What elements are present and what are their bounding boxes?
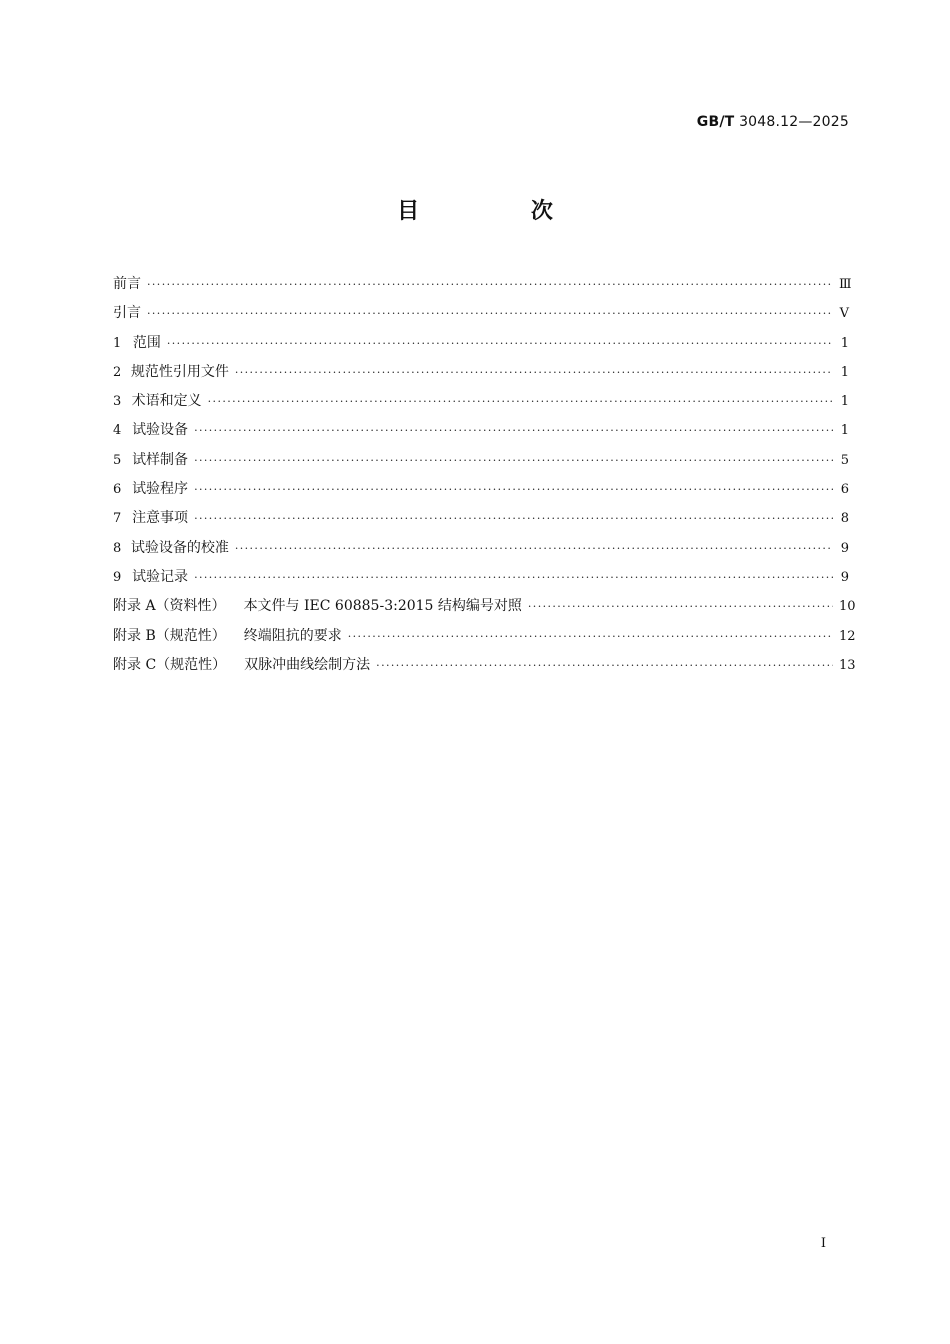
standard-prefix: GB/T bbox=[696, 114, 735, 130]
toc-entry-page: 1 bbox=[840, 364, 849, 380]
toc-entry[interactable] bbox=[113, 329, 849, 358]
toc-entry[interactable] bbox=[113, 446, 849, 475]
toc-entry-label: 规范性引用文件 bbox=[130, 363, 229, 380]
toc-entry-page: 8 bbox=[840, 511, 849, 527]
toc-entry-label: 终端阻抗的要求 bbox=[243, 627, 342, 644]
toc-entry-label: 试验记录 bbox=[132, 568, 189, 585]
toc-entry-label: 试样制备 bbox=[132, 451, 189, 468]
toc-entry[interactable] bbox=[113, 504, 849, 533]
toc-entry-number: 4 bbox=[113, 423, 122, 439]
toc-entry-number: 8 bbox=[113, 540, 122, 556]
toc-entry-label: 双脉冲曲线绘制方法 bbox=[244, 656, 371, 673]
toc-dot-leader bbox=[147, 299, 833, 328]
toc-entry-label: 试验设备 bbox=[132, 422, 189, 439]
toc-entry-page: 6 bbox=[840, 482, 849, 498]
toc-entry-number: 9 bbox=[113, 569, 122, 585]
toc-dot-leader bbox=[147, 270, 833, 299]
toc-dot-leader bbox=[194, 475, 833, 504]
toc-entry-label: 范围 bbox=[132, 334, 161, 351]
toc-entry-label: 试验程序 bbox=[132, 481, 189, 498]
toc-entry-annex-prefix: 附录 A（资料性） bbox=[113, 598, 226, 615]
table-of-contents bbox=[113, 270, 856, 680]
toc-entry-page: 1 bbox=[840, 394, 849, 410]
toc-entry-number: 5 bbox=[113, 452, 122, 468]
toc-entry[interactable] bbox=[113, 622, 856, 651]
toc-entry-label: 术语和定义 bbox=[131, 393, 202, 410]
toc-dot-leader bbox=[235, 358, 833, 387]
page-title: 目 次 bbox=[397, 199, 605, 224]
toc-entry[interactable] bbox=[113, 358, 849, 387]
toc-entry[interactable] bbox=[113, 475, 849, 504]
toc-entry-page: 5 bbox=[840, 452, 849, 468]
toc-entry-page: 13 bbox=[839, 657, 856, 673]
toc-entry-label: 前言 bbox=[113, 276, 141, 292]
toc-entry[interactable] bbox=[113, 592, 856, 621]
toc-entry[interactable] bbox=[113, 416, 849, 445]
toc-dot-leader bbox=[235, 534, 833, 563]
toc-entry-label: 注意事项 bbox=[132, 510, 189, 527]
toc-entry-page: 9 bbox=[840, 569, 849, 585]
toc-entry-annex-prefix: 附录 B（规范性） bbox=[113, 627, 226, 644]
toc-entry-page: Ⅴ bbox=[839, 306, 849, 322]
toc-dot-leader bbox=[194, 504, 833, 533]
toc-entry-number: 3 bbox=[113, 394, 122, 410]
toc-entry[interactable] bbox=[113, 299, 849, 328]
toc-entry[interactable] bbox=[113, 270, 852, 299]
standard-number: 3048.12—2025 bbox=[739, 114, 849, 130]
toc-entry-number: 2 bbox=[113, 364, 122, 380]
toc-entry-label: 引言 bbox=[113, 305, 141, 322]
toc-entry-annex-prefix: 附录 C（规范性） bbox=[113, 656, 227, 673]
toc-dot-leader bbox=[208, 387, 833, 416]
toc-entry-number: 6 bbox=[113, 482, 122, 498]
standard-code bbox=[697, 114, 849, 130]
toc-entry[interactable] bbox=[113, 563, 849, 592]
footer-page-number: Ⅰ bbox=[820, 1236, 826, 1251]
toc-entry[interactable] bbox=[113, 387, 849, 416]
toc-entry-page: 1 bbox=[840, 335, 849, 351]
toc-entry[interactable] bbox=[113, 651, 856, 680]
toc-entry-page: 12 bbox=[839, 628, 856, 644]
toc-entry-page: 9 bbox=[840, 540, 849, 556]
toc-dot-leader bbox=[167, 329, 833, 358]
toc-dot-leader bbox=[376, 651, 833, 680]
toc-dot-leader bbox=[194, 563, 833, 592]
toc-entry-page: Ⅲ bbox=[839, 277, 852, 292]
toc-entry[interactable] bbox=[113, 534, 849, 563]
toc-entry-page: 1 bbox=[840, 423, 849, 439]
toc-dot-leader bbox=[528, 592, 833, 621]
toc-dot-leader bbox=[194, 446, 833, 475]
toc-entry-label: 本文件与 IEC 60885-3:2015 结构编号对照 bbox=[243, 598, 522, 615]
toc-entry-page: 10 bbox=[839, 599, 856, 615]
toc-entry-number: 7 bbox=[113, 511, 122, 527]
toc-entry-label: 试验设备的校准 bbox=[130, 539, 229, 556]
toc-dot-leader bbox=[348, 622, 833, 651]
toc-entry-number: 1 bbox=[113, 335, 122, 351]
toc-dot-leader bbox=[194, 416, 833, 445]
